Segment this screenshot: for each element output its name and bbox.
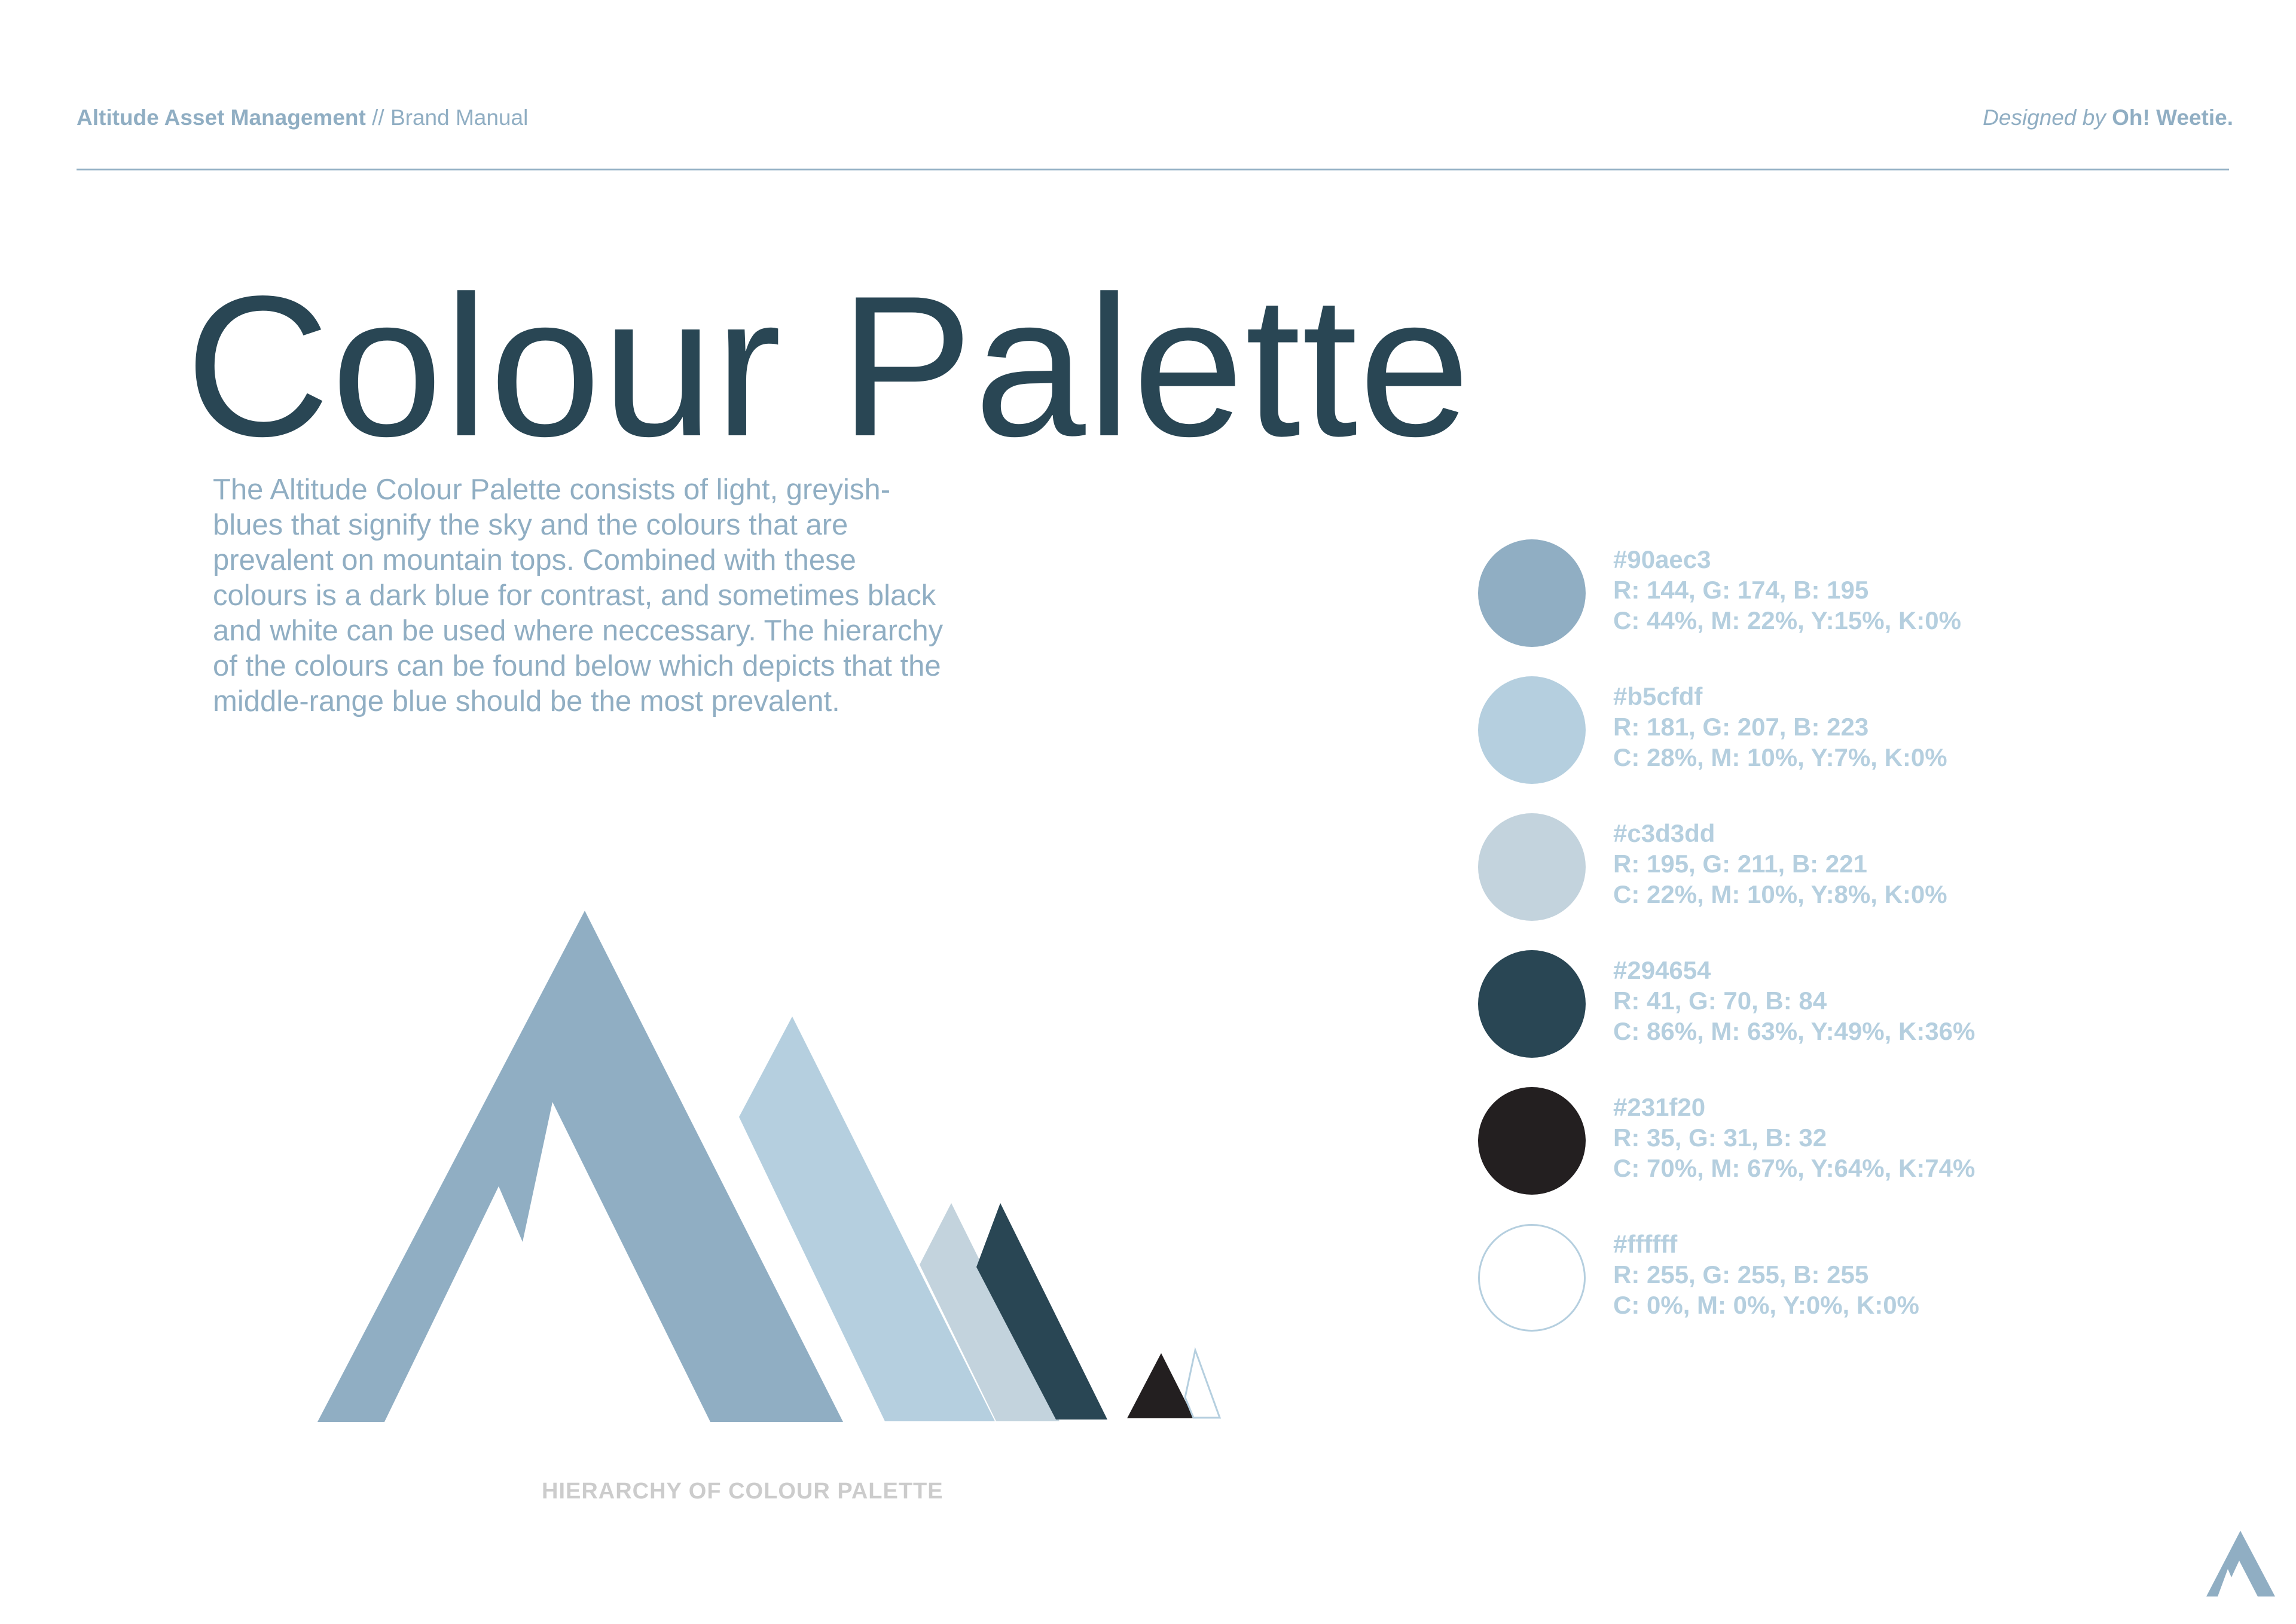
- swatch-hex: #90aec3: [1613, 545, 1711, 573]
- swatch-circle: [1478, 1087, 1586, 1195]
- designed-by-label: Designed by: [1983, 105, 2112, 130]
- document-section: // Brand Manual: [365, 105, 529, 130]
- swatch-item: [1478, 950, 2076, 1058]
- swatch-details: [1613, 681, 1947, 773]
- swatch-item: [1478, 676, 2076, 784]
- swatch-item: [1478, 539, 2076, 647]
- swatch-cmyk: C: 70%, M: 67%, Y:64%, K:74%: [1613, 1154, 1976, 1182]
- swatch-rgb: R: 195, G: 211, B: 221: [1613, 850, 1867, 878]
- swatch-hex: #231f20: [1613, 1093, 1706, 1121]
- swatch-hex: #c3d3dd: [1613, 819, 1715, 847]
- swatch-circle: [1478, 676, 1586, 784]
- swatch-hex: #ffffff: [1613, 1230, 1678, 1258]
- intro-paragraph: The Altitude Colour Palette consists of light, greyish-blues that signify the sky and the colours that are prevalent on mountain tops. Combined with these colours is a dark blue for contrast, and sometimes black and white can be used where neccessary. The hierarchy of the colours can be found below which depicts that the middle-range blue should be the most prevalent.: [213, 474, 944, 718]
- swatch-cmyk: C: 22%, M: 10%, Y:8%, K:0%: [1613, 880, 1947, 908]
- swatch-details: [1613, 955, 1975, 1046]
- swatch-cmyk: C: 0%, M: 0%, Y:0%, K:0%: [1613, 1291, 1919, 1319]
- swatch-rgb: R: 255, G: 255, B: 255: [1613, 1260, 1869, 1289]
- swatch-rgb: R: 41, G: 70, B: 84: [1613, 987, 1827, 1015]
- swatch-rgb: R: 181, G: 207, B: 223: [1613, 713, 1869, 741]
- swatch-cmyk: C: 86%, M: 63%, Y:49%, K:36%: [1613, 1017, 1976, 1045]
- mountain-black: [1127, 1353, 1194, 1418]
- colour-hierarchy-illustration: [299, 897, 1244, 1435]
- swatch-circle: [1478, 950, 1586, 1058]
- mountain-white: [1185, 1350, 1220, 1418]
- swatch-details: [1613, 1092, 1975, 1183]
- swatch-rgb: R: 144, G: 174, B: 195: [1613, 576, 1869, 604]
- swatch-item: [1478, 1224, 2076, 1332]
- brand-name: Altitude Asset Management: [77, 105, 366, 130]
- swatch-details: [1613, 818, 1947, 909]
- altitude-logo-icon: [2206, 1531, 2275, 1596]
- logo-mark-shape: [2206, 1531, 2275, 1596]
- swatch-rgb: R: 35, G: 31, B: 32: [1613, 1124, 1827, 1152]
- swatch-details: [1613, 1229, 1919, 1320]
- designer-credit: [1983, 105, 2233, 130]
- swatch-hex: #b5cfdf: [1613, 682, 1703, 710]
- swatch-item: [1478, 1087, 2076, 1195]
- page-title: Colour Palette: [185, 254, 1471, 478]
- document-header-title: [77, 105, 528, 130]
- designer-name: Oh! Weetie.: [2112, 105, 2233, 130]
- swatch-circle: [1478, 539, 1586, 647]
- swatch-hex: #294654: [1613, 956, 1711, 984]
- swatch-item: [1478, 813, 2076, 921]
- hierarchy-caption: HIERARCHY OF COLOUR PALETTE: [542, 1479, 944, 1504]
- header-divider: [77, 169, 2229, 170]
- swatch-details: [1613, 544, 1961, 636]
- swatch-cmyk: C: 44%, M: 22%, Y:15%, K:0%: [1613, 606, 1961, 634]
- swatch-cmyk: C: 28%, M: 10%, Y:7%, K:0%: [1613, 743, 1947, 771]
- swatch-circle: [1478, 813, 1586, 921]
- swatch-circle: [1478, 1224, 1586, 1332]
